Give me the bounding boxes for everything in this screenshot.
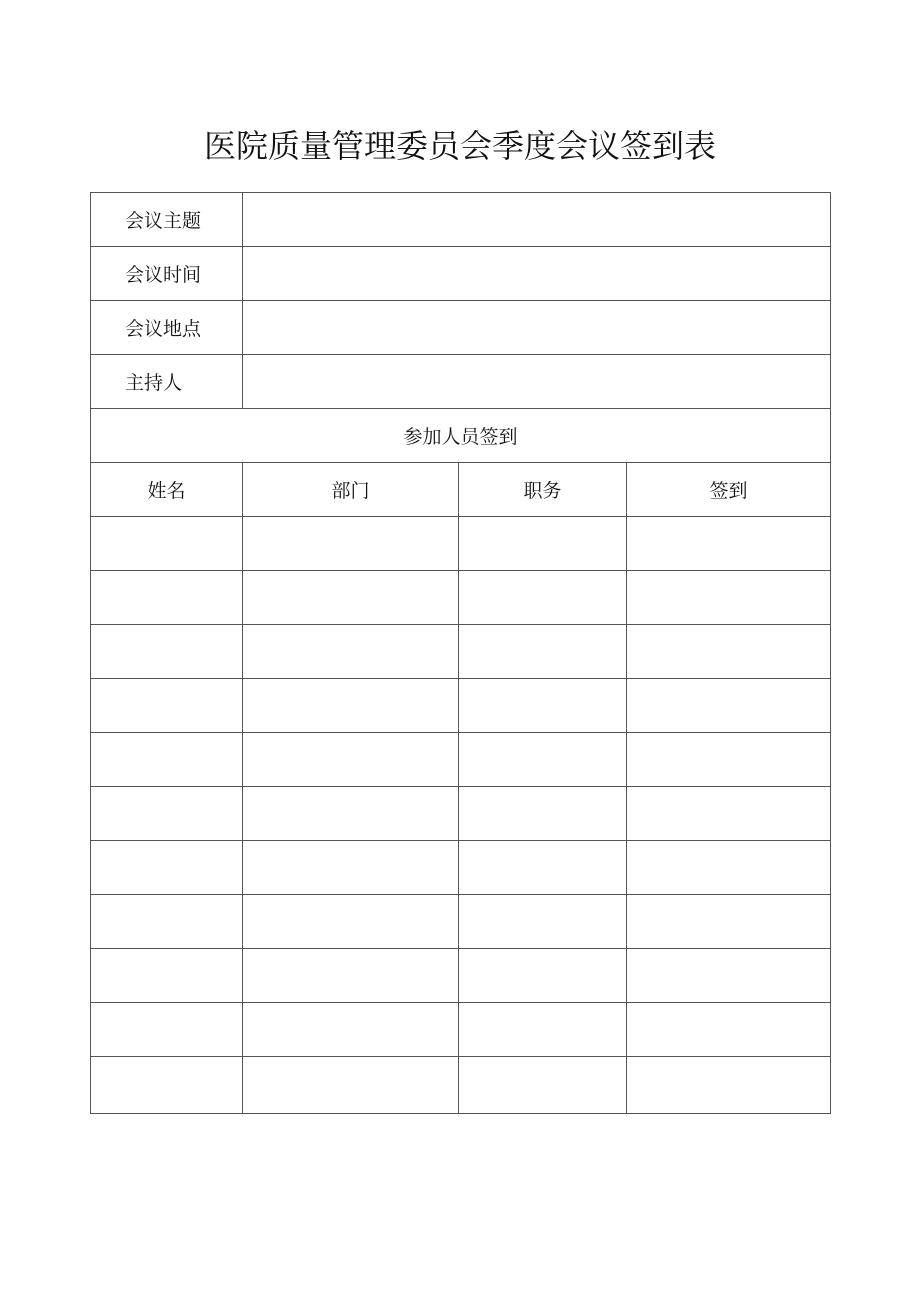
attendee-row [91, 787, 831, 841]
signature-cell[interactable] [627, 517, 831, 571]
info-row-host [91, 355, 831, 409]
department-cell[interactable] [243, 1057, 459, 1114]
signature-cell[interactable] [627, 841, 831, 895]
department-cell[interactable] [243, 841, 459, 895]
host-field[interactable] [243, 355, 831, 409]
name-cell[interactable] [91, 733, 243, 787]
attendee-row [91, 625, 831, 679]
department-cell[interactable] [243, 787, 459, 841]
name-cell[interactable] [91, 841, 243, 895]
attendee-row [91, 949, 831, 1003]
attendee-row [91, 517, 831, 571]
column-header-signature: 签到 [627, 463, 831, 517]
attendee-row [91, 1003, 831, 1057]
meeting-time-field[interactable] [243, 247, 831, 301]
section-header-row [91, 409, 831, 463]
name-cell[interactable] [91, 1003, 243, 1057]
info-row-topic [91, 193, 831, 247]
info-row-location [91, 301, 831, 355]
department-cell[interactable] [243, 895, 459, 949]
attendee-row [91, 679, 831, 733]
department-cell[interactable] [243, 949, 459, 1003]
attendee-section-header: 参加人员签到 [91, 409, 831, 463]
department-cell[interactable] [243, 517, 459, 571]
column-header-department: 部门 [243, 463, 459, 517]
meeting-location-label: 会议地点 [91, 301, 243, 355]
position-cell[interactable] [459, 679, 627, 733]
meeting-time-label: 会议时间 [91, 247, 243, 301]
attendee-row [91, 571, 831, 625]
name-cell[interactable] [91, 895, 243, 949]
info-row-time [91, 247, 831, 301]
name-cell[interactable] [91, 679, 243, 733]
department-cell[interactable] [243, 679, 459, 733]
name-cell[interactable] [91, 787, 243, 841]
department-cell[interactable] [243, 1003, 459, 1057]
page-title: 医院质量管理委员会季度会议签到表 [203, 127, 716, 165]
signature-cell[interactable] [627, 679, 831, 733]
position-cell[interactable] [459, 841, 627, 895]
name-cell[interactable] [91, 949, 243, 1003]
meeting-topic-label: 会议主题 [91, 193, 243, 247]
meeting-topic-field[interactable] [243, 193, 831, 247]
signature-cell[interactable] [627, 949, 831, 1003]
position-cell[interactable] [459, 1003, 627, 1057]
position-cell[interactable] [459, 895, 627, 949]
position-cell[interactable] [459, 625, 627, 679]
sign-in-table [90, 192, 831, 1114]
signature-cell[interactable] [627, 787, 831, 841]
position-cell[interactable] [459, 787, 627, 841]
position-cell[interactable] [459, 949, 627, 1003]
attendee-row [91, 895, 831, 949]
signature-cell[interactable] [627, 895, 831, 949]
position-cell[interactable] [459, 1057, 627, 1114]
attendee-row [91, 733, 831, 787]
signature-cell[interactable] [627, 1057, 831, 1114]
signature-cell[interactable] [627, 733, 831, 787]
department-cell[interactable] [243, 625, 459, 679]
column-header-name: 姓名 [91, 463, 243, 517]
position-cell[interactable] [459, 733, 627, 787]
name-cell[interactable] [91, 1057, 243, 1114]
name-cell[interactable] [91, 571, 243, 625]
position-cell[interactable] [459, 571, 627, 625]
signature-cell[interactable] [627, 571, 831, 625]
department-cell[interactable] [243, 733, 459, 787]
name-cell[interactable] [91, 517, 243, 571]
name-cell[interactable] [91, 625, 243, 679]
department-cell[interactable] [243, 571, 459, 625]
column-header-position: 职务 [459, 463, 627, 517]
column-header-row [91, 463, 831, 517]
signature-cell[interactable] [627, 1003, 831, 1057]
meeting-location-field[interactable] [243, 301, 831, 355]
signature-cell[interactable] [627, 625, 831, 679]
attendee-row [91, 841, 831, 895]
host-label: 主持人 [91, 355, 243, 409]
position-cell[interactable] [459, 517, 627, 571]
attendee-row [91, 1057, 831, 1114]
